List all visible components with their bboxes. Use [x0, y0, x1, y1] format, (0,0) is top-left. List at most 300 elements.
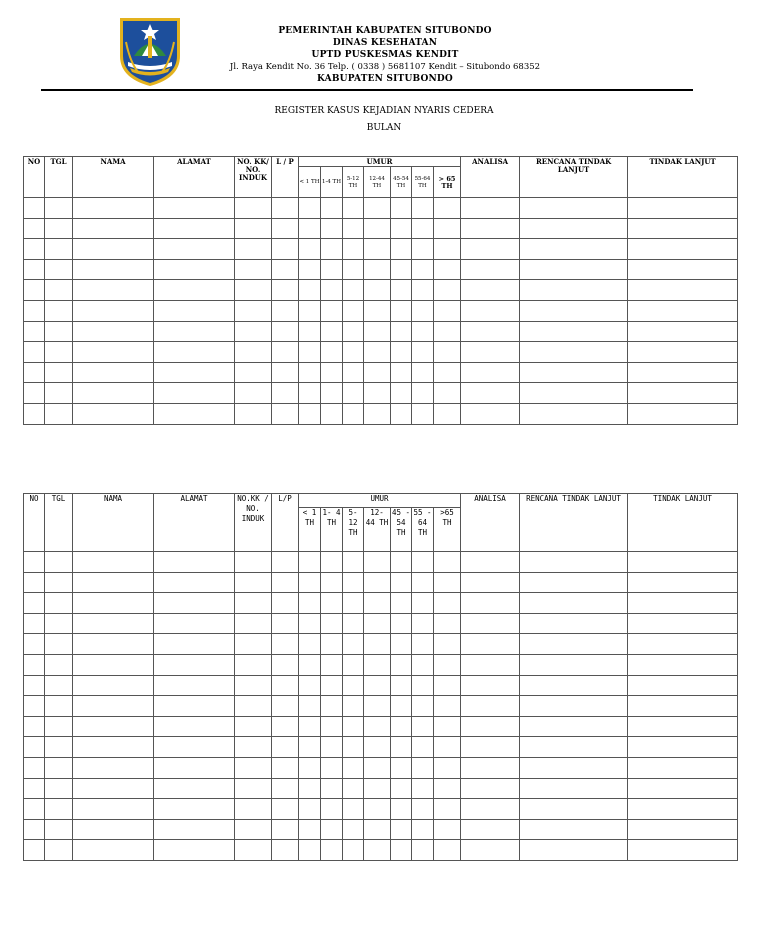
empty-cell	[461, 613, 520, 634]
empty-cell	[364, 239, 391, 260]
table-row	[24, 362, 738, 383]
empty-cell	[45, 696, 73, 717]
empty-cell	[434, 737, 461, 758]
empty-cell	[520, 198, 628, 219]
empty-cell	[235, 675, 272, 696]
empty-cell	[154, 259, 235, 280]
empty-cell	[364, 716, 391, 737]
letterhead	[200, 25, 570, 85]
empty-cell	[45, 799, 73, 820]
empty-cell	[628, 778, 738, 799]
empty-cell	[391, 342, 412, 363]
empty-cell	[73, 280, 154, 301]
empty-cell	[461, 403, 520, 424]
empty-cell	[364, 613, 391, 634]
empty-cell	[73, 593, 154, 614]
empty-cell	[628, 321, 738, 342]
empty-cell	[391, 716, 412, 737]
empty-cell	[412, 342, 434, 363]
empty-cell	[299, 218, 321, 239]
empty-cell	[343, 239, 364, 260]
empty-cell	[343, 613, 364, 634]
empty-cell	[321, 593, 343, 614]
empty-cell	[272, 757, 299, 778]
empty-cell	[73, 552, 154, 573]
empty-cell	[520, 840, 628, 861]
empty-cell	[391, 572, 412, 593]
empty-cell	[434, 321, 461, 342]
col-no: NO	[24, 157, 45, 198]
empty-cell	[24, 696, 45, 717]
empty-cell	[45, 300, 73, 321]
empty-cell	[628, 342, 738, 363]
letterhead-department: DINAS KESEHATAN	[332, 38, 438, 48]
empty-cell	[299, 654, 321, 675]
empty-cell	[235, 572, 272, 593]
empty-cell	[520, 819, 628, 840]
col-tindak-lanjut: TINDAK LANJUT	[628, 157, 738, 198]
empty-cell	[299, 593, 321, 614]
empty-cell	[520, 634, 628, 655]
empty-cell	[154, 362, 235, 383]
empty-cell	[299, 300, 321, 321]
empty-cell	[434, 675, 461, 696]
empty-cell	[299, 552, 321, 573]
empty-cell	[412, 321, 434, 342]
empty-cell	[24, 362, 45, 383]
col-tindak-lanjut: TINDAK LANJUT	[628, 494, 738, 552]
empty-cell	[24, 716, 45, 737]
empty-cell	[628, 383, 738, 404]
age-1-4: 1-4 TH	[321, 167, 343, 198]
table-row	[24, 757, 738, 778]
empty-cell	[24, 654, 45, 675]
empty-cell	[412, 362, 434, 383]
letterhead-puskesmas: UPTD PUSKESMAS KENDIT	[311, 50, 459, 60]
empty-cell	[434, 716, 461, 737]
empty-cell	[154, 799, 235, 820]
empty-cell	[235, 403, 272, 424]
empty-cell	[412, 218, 434, 239]
empty-cell	[628, 198, 738, 219]
empty-cell	[364, 342, 391, 363]
empty-cell	[299, 819, 321, 840]
empty-cell	[434, 218, 461, 239]
empty-cell	[364, 799, 391, 820]
age-55-64: 55-64 TH	[412, 167, 434, 198]
empty-cell	[73, 819, 154, 840]
empty-cell	[154, 675, 235, 696]
empty-cell	[391, 321, 412, 342]
empty-cell	[299, 383, 321, 404]
age-over-65: > 65 TH	[434, 167, 461, 198]
empty-cell	[45, 218, 73, 239]
empty-cell	[299, 696, 321, 717]
col-umur: UMUR	[299, 494, 461, 508]
empty-cell	[434, 696, 461, 717]
empty-cell	[235, 280, 272, 301]
empty-cell	[520, 280, 628, 301]
empty-cell	[412, 737, 434, 758]
empty-cell	[412, 280, 434, 301]
empty-cell	[321, 552, 343, 573]
empty-cell	[461, 757, 520, 778]
empty-cell	[343, 696, 364, 717]
empty-cell	[412, 383, 434, 404]
empty-cell	[461, 778, 520, 799]
empty-cell	[434, 799, 461, 820]
empty-cell	[434, 819, 461, 840]
table-row	[24, 819, 738, 840]
empty-cell	[154, 342, 235, 363]
empty-cell	[321, 572, 343, 593]
empty-cell	[391, 280, 412, 301]
empty-cell	[321, 280, 343, 301]
empty-cell	[235, 198, 272, 219]
table-row	[24, 840, 738, 861]
empty-cell	[520, 737, 628, 758]
table-row	[24, 383, 738, 404]
empty-cell	[343, 572, 364, 593]
empty-cell	[364, 819, 391, 840]
empty-cell	[272, 552, 299, 573]
empty-cell	[520, 342, 628, 363]
empty-cell	[321, 675, 343, 696]
empty-cell	[272, 716, 299, 737]
empty-cell	[364, 259, 391, 280]
empty-cell	[45, 737, 73, 758]
empty-cell	[391, 634, 412, 655]
empty-cell	[343, 716, 364, 737]
empty-cell	[235, 218, 272, 239]
empty-cell	[154, 634, 235, 655]
empty-cell	[321, 362, 343, 383]
empty-cell	[321, 654, 343, 675]
empty-cell	[45, 198, 73, 219]
empty-cell	[154, 696, 235, 717]
empty-cell	[154, 593, 235, 614]
empty-cell	[520, 593, 628, 614]
empty-cell	[154, 403, 235, 424]
empty-cell	[24, 259, 45, 280]
empty-cell	[628, 218, 738, 239]
empty-cell	[391, 778, 412, 799]
empty-cell	[412, 259, 434, 280]
empty-cell	[235, 737, 272, 758]
empty-cell	[154, 239, 235, 260]
empty-cell	[45, 259, 73, 280]
empty-cell	[364, 362, 391, 383]
table-row	[24, 799, 738, 820]
col-lp: L / P	[272, 157, 299, 198]
empty-cell	[73, 239, 154, 260]
empty-cell	[24, 778, 45, 799]
letterhead-divider	[41, 89, 693, 91]
col-nama: NAMA	[73, 157, 154, 198]
empty-cell	[73, 675, 154, 696]
empty-cell	[154, 321, 235, 342]
empty-cell	[235, 778, 272, 799]
empty-cell	[272, 675, 299, 696]
empty-cell	[235, 239, 272, 260]
empty-cell	[364, 654, 391, 675]
empty-cell	[628, 716, 738, 737]
empty-cell	[461, 572, 520, 593]
empty-cell	[321, 403, 343, 424]
empty-cell	[412, 198, 434, 219]
empty-cell	[24, 239, 45, 260]
empty-cell	[343, 259, 364, 280]
col-tgl: TGL	[45, 157, 73, 198]
empty-cell	[45, 362, 73, 383]
empty-cell	[24, 198, 45, 219]
empty-cell	[364, 572, 391, 593]
table-row	[24, 300, 738, 321]
empty-cell	[299, 321, 321, 342]
empty-cell	[73, 634, 154, 655]
empty-cell	[272, 362, 299, 383]
col-no-kk: NO.KK / NO. INDUK	[235, 494, 272, 552]
empty-cell	[235, 383, 272, 404]
empty-cell	[299, 778, 321, 799]
empty-cell	[391, 737, 412, 758]
table-row	[24, 654, 738, 675]
table-row	[24, 572, 738, 593]
empty-cell	[628, 654, 738, 675]
empty-cell	[364, 696, 391, 717]
empty-cell	[343, 634, 364, 655]
empty-cell	[461, 737, 520, 758]
empty-cell	[24, 737, 45, 758]
empty-cell	[412, 552, 434, 573]
letterhead-government: PEMERINTAH KABUPATEN SITUBONDO	[278, 26, 492, 36]
empty-cell	[154, 218, 235, 239]
table-row	[24, 716, 738, 737]
col-tgl: TGL	[45, 494, 73, 552]
empty-cell	[45, 383, 73, 404]
empty-cell	[461, 198, 520, 219]
empty-cell	[321, 696, 343, 717]
empty-cell	[434, 593, 461, 614]
empty-cell	[343, 737, 364, 758]
empty-cell	[461, 362, 520, 383]
empty-cell	[628, 757, 738, 778]
empty-cell	[520, 716, 628, 737]
empty-cell	[343, 778, 364, 799]
empty-cell	[154, 819, 235, 840]
empty-cell	[434, 362, 461, 383]
empty-cell	[391, 840, 412, 861]
empty-cell	[343, 198, 364, 219]
empty-cell	[434, 778, 461, 799]
col-rencana-tindak-lanjut: RENCANA TINDAK LANJUT	[520, 494, 628, 552]
empty-cell	[24, 552, 45, 573]
empty-cell	[391, 403, 412, 424]
empty-cell	[434, 198, 461, 219]
empty-cell	[299, 362, 321, 383]
empty-cell	[299, 342, 321, 363]
empty-cell	[73, 383, 154, 404]
empty-cell	[24, 403, 45, 424]
empty-cell	[73, 362, 154, 383]
table-row	[24, 280, 738, 301]
empty-cell	[434, 383, 461, 404]
empty-cell	[412, 840, 434, 861]
empty-cell	[24, 342, 45, 363]
empty-cell	[391, 362, 412, 383]
empty-cell	[24, 280, 45, 301]
empty-cell	[235, 300, 272, 321]
empty-cell	[45, 280, 73, 301]
empty-cell	[628, 572, 738, 593]
empty-cell	[628, 799, 738, 820]
empty-cell	[299, 716, 321, 737]
empty-cell	[321, 757, 343, 778]
empty-cell	[628, 613, 738, 634]
empty-cell	[272, 840, 299, 861]
empty-cell	[434, 259, 461, 280]
empty-cell	[321, 840, 343, 861]
empty-cell	[321, 218, 343, 239]
table-row	[24, 218, 738, 239]
empty-cell	[272, 300, 299, 321]
empty-cell	[73, 840, 154, 861]
empty-cell	[24, 613, 45, 634]
empty-cell	[299, 634, 321, 655]
empty-cell	[364, 321, 391, 342]
empty-cell	[628, 675, 738, 696]
empty-cell	[45, 403, 73, 424]
empty-cell	[73, 259, 154, 280]
empty-cell	[272, 654, 299, 675]
empty-cell	[321, 778, 343, 799]
empty-cell	[235, 593, 272, 614]
empty-cell	[628, 593, 738, 614]
empty-cell	[364, 634, 391, 655]
age-55-64: 55 - 64 TH	[412, 508, 434, 552]
empty-cell	[520, 654, 628, 675]
empty-cell	[24, 218, 45, 239]
empty-cell	[343, 342, 364, 363]
empty-cell	[235, 342, 272, 363]
empty-cell	[412, 799, 434, 820]
empty-cell	[461, 342, 520, 363]
table-row	[24, 321, 738, 342]
age-45-54: 45 - 54 TH	[391, 508, 412, 552]
table-row	[24, 403, 738, 424]
empty-cell	[391, 218, 412, 239]
empty-cell	[461, 280, 520, 301]
empty-cell	[154, 716, 235, 737]
empty-cell	[391, 198, 412, 219]
empty-cell	[321, 634, 343, 655]
col-analisa: ANALISA	[461, 494, 520, 552]
age-5-12: 5- 12 TH	[343, 508, 364, 552]
empty-cell	[461, 799, 520, 820]
empty-cell	[364, 552, 391, 573]
empty-cell	[520, 799, 628, 820]
empty-cell	[154, 654, 235, 675]
age-under-1: < 1 TH	[299, 167, 321, 198]
empty-cell	[461, 300, 520, 321]
table-row	[24, 634, 738, 655]
empty-cell	[412, 819, 434, 840]
empty-cell	[154, 613, 235, 634]
empty-cell	[73, 613, 154, 634]
empty-cell	[434, 840, 461, 861]
col-lp: L/P	[272, 494, 299, 552]
empty-cell	[391, 613, 412, 634]
table-row	[24, 675, 738, 696]
empty-cell	[235, 259, 272, 280]
empty-cell	[391, 259, 412, 280]
empty-cell	[235, 321, 272, 342]
empty-cell	[272, 342, 299, 363]
empty-cell	[235, 716, 272, 737]
empty-cell	[235, 696, 272, 717]
empty-cell	[461, 552, 520, 573]
empty-cell	[299, 403, 321, 424]
empty-cell	[520, 675, 628, 696]
empty-cell	[461, 593, 520, 614]
empty-cell	[412, 572, 434, 593]
empty-cell	[628, 552, 738, 573]
empty-cell	[343, 280, 364, 301]
empty-cell	[299, 613, 321, 634]
empty-cell	[154, 572, 235, 593]
empty-cell	[364, 280, 391, 301]
empty-cell	[343, 321, 364, 342]
empty-cell	[364, 198, 391, 219]
empty-cell	[520, 552, 628, 573]
empty-cell	[235, 757, 272, 778]
empty-cell	[343, 675, 364, 696]
empty-cell	[45, 840, 73, 861]
table-row	[24, 737, 738, 758]
empty-cell	[45, 239, 73, 260]
empty-cell	[299, 675, 321, 696]
empty-cell	[412, 593, 434, 614]
empty-cell	[412, 716, 434, 737]
empty-cell	[24, 572, 45, 593]
empty-cell	[520, 321, 628, 342]
empty-cell	[412, 654, 434, 675]
empty-cell	[235, 654, 272, 675]
register-table-2	[23, 493, 738, 861]
empty-cell	[520, 259, 628, 280]
empty-cell	[24, 757, 45, 778]
col-nama: NAMA	[73, 494, 154, 552]
empty-cell	[73, 572, 154, 593]
table-row	[24, 239, 738, 260]
empty-cell	[520, 403, 628, 424]
empty-cell	[343, 552, 364, 573]
empty-cell	[272, 218, 299, 239]
empty-cell	[24, 593, 45, 614]
empty-cell	[24, 634, 45, 655]
empty-cell	[364, 840, 391, 861]
empty-cell	[272, 259, 299, 280]
empty-cell	[154, 280, 235, 301]
empty-cell	[73, 737, 154, 758]
empty-cell	[628, 362, 738, 383]
empty-cell	[45, 552, 73, 573]
empty-cell	[73, 342, 154, 363]
empty-cell	[628, 239, 738, 260]
empty-cell	[391, 593, 412, 614]
empty-cell	[364, 593, 391, 614]
empty-cell	[299, 840, 321, 861]
